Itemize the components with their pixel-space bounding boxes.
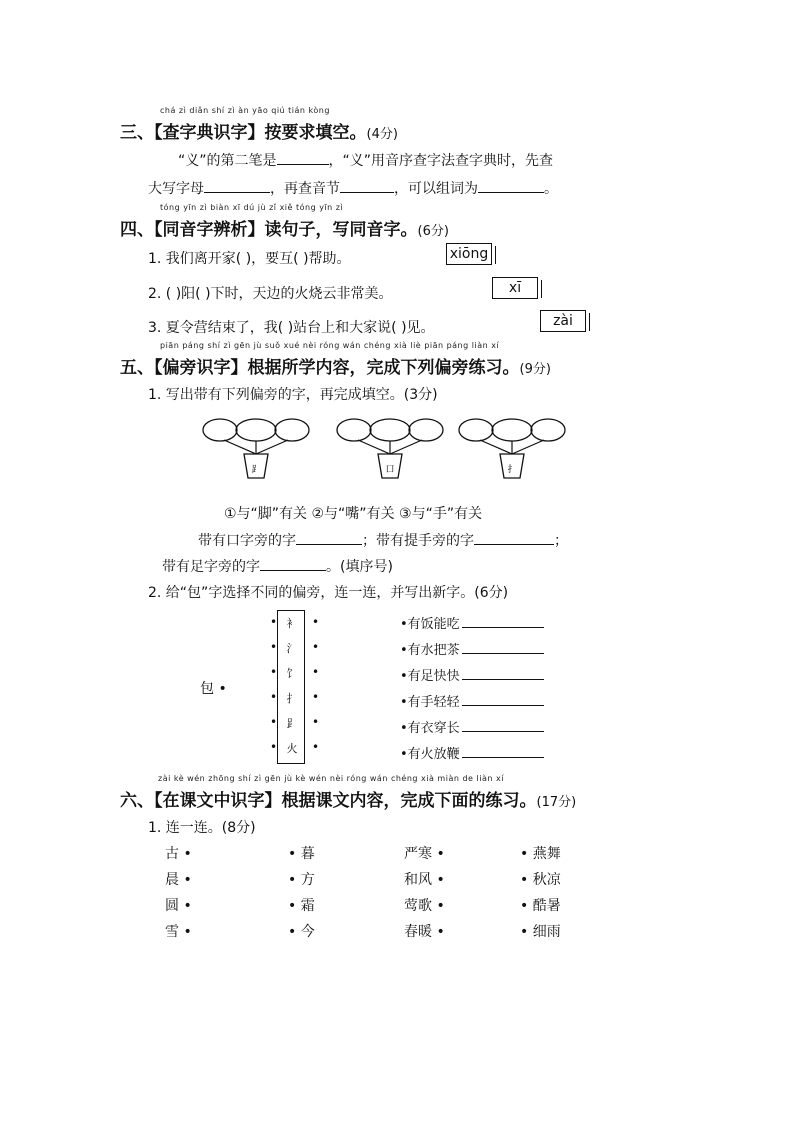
s6-col4-text-2: 秋凉	[532, 872, 561, 888]
s3-title	[120, 118, 398, 143]
s6-col2-text-1: 暮	[300, 846, 315, 862]
flower-pot-1	[200, 412, 312, 484]
s6-col4-text-4: 细雨	[532, 924, 561, 940]
s6-col3-item-2[interactable]: 和风 •	[404, 872, 445, 888]
s3-line1b: ，“义”用音序查字法查字典时，先查	[328, 153, 554, 169]
s3-score: (4分)	[366, 127, 398, 142]
radical-dot-left-4[interactable]: •	[270, 690, 278, 704]
option-2[interactable]: •有水把茶	[400, 639, 544, 658]
s6-col3-item-1[interactable]: 严寒 •	[404, 846, 445, 862]
radical-dot-left-6[interactable]: •	[270, 740, 278, 754]
s3-blank1[interactable]	[277, 150, 329, 165]
s6-title	[120, 786, 576, 811]
s4-q2-pinyin-box: xī	[492, 277, 538, 299]
radical-1: 衤	[286, 617, 298, 630]
s4-q3: 3. 夏令营结束了，我( )站台上和大家说( )见。	[148, 320, 435, 336]
flower-pot-3	[456, 412, 568, 484]
radical-dot-right-6[interactable]: •	[312, 740, 320, 754]
option-5-text: 有衣穿长	[407, 721, 460, 736]
s5-q2: 2. 给“包”字选择不同的偏旁，连一连，并写出新字。(6分)	[148, 585, 509, 601]
s5-title	[120, 353, 551, 378]
s6-col3-text-3: 莺歌	[404, 898, 432, 914]
s6-col1-text-4: 雪	[165, 924, 179, 940]
s5-blank2[interactable]	[474, 530, 554, 545]
s3-line2b: ，再查音节	[270, 181, 340, 197]
s6-col3-item-4[interactable]: 春暖 •	[404, 924, 445, 940]
s6-col4-item-4[interactable]: • 细雨	[520, 924, 561, 940]
s3-line1	[178, 150, 553, 170]
s6-col3-text-2: 和风	[404, 872, 432, 888]
s3-line2a: 大写字母	[148, 181, 204, 197]
s5-blank1[interactable]	[296, 530, 362, 545]
option-3-blank[interactable]	[462, 667, 544, 680]
pot-2-radical: 口	[385, 465, 395, 475]
s3-line2c: ，可以组词为	[394, 181, 478, 197]
s6-col3-text-1: 严寒	[404, 846, 432, 862]
option-1[interactable]: •有饭能吃	[400, 613, 544, 632]
s6-col1-text-1: 古	[165, 846, 179, 862]
s6-pinyin: zài kè wén zhōng shí zì gēn jù kè wén nèi róng wán chéng xià miàn de liàn xí	[158, 774, 504, 783]
pot-3-radical: 扌	[507, 465, 517, 475]
option-2-text: 有水把茶	[407, 643, 460, 658]
s6-col2-text-2: 方	[300, 872, 315, 888]
bao-char: 包 •	[200, 681, 227, 697]
radical-dot-right-3[interactable]: •	[312, 665, 320, 679]
s5-fill1c: ；	[554, 533, 568, 549]
s6-col3-text-4: 春暖	[404, 924, 432, 940]
s5-fill2	[162, 556, 393, 576]
s3-line2d: 。	[544, 181, 558, 197]
s5-fill1	[198, 530, 568, 550]
option-1-blank[interactable]	[462, 615, 544, 628]
radical-3: 饣	[286, 667, 298, 680]
s6-col4-item-2[interactable]: • 秋凉	[520, 872, 561, 888]
s3-blank3[interactable]	[340, 178, 394, 193]
s3-pinyin: chá zì diǎn shí zì àn yāo qiú tián kòng	[160, 106, 330, 115]
s6-col2-item-1[interactable]: • 暮	[288, 846, 315, 862]
s6-col1-item-1[interactable]: 古 •	[165, 846, 192, 862]
s6-col4-item-1[interactable]: • 燕舞	[520, 846, 561, 862]
option-1-text: 有饭能吃	[407, 617, 460, 632]
radical-dot-right-5[interactable]: •	[312, 715, 320, 729]
pot-1-radical: ⻊	[251, 465, 261, 475]
s6-col4-text-3: 酷暑	[532, 898, 561, 914]
option-2-blank[interactable]	[462, 641, 544, 654]
option-5-blank[interactable]	[462, 719, 544, 732]
s6-col1-item-4[interactable]: 雪 •	[165, 924, 192, 940]
option-4-text: 有手轻轻	[407, 695, 460, 710]
s3-blank2[interactable]	[204, 178, 270, 193]
radical-2: 氵	[286, 642, 298, 655]
s4-title	[120, 215, 449, 240]
option-6-blank[interactable]	[462, 745, 544, 758]
s5-title-text: 五、【偏旁识字】根据所学内容，完成下列偏旁练习。	[120, 358, 520, 378]
s3-line2	[148, 178, 558, 198]
radical-dot-left-5[interactable]: •	[270, 715, 278, 729]
s5-blank3[interactable]	[260, 556, 326, 571]
s3-title-text: 三、【查字典识字】按要求填空。	[120, 123, 367, 143]
radical-dot-left-2[interactable]: •	[270, 640, 278, 654]
radical-5: ⻊	[286, 717, 298, 730]
s5-fill2b: 。(填序号)	[326, 559, 393, 575]
s6-col2-item-2[interactable]: • 方	[288, 872, 315, 888]
s5-fill1a: 带有口字旁的字	[198, 533, 296, 549]
s4-q1: 1. 我们离开家( )，要互( )帮助。	[148, 251, 351, 267]
radical-dot-left-3[interactable]: •	[270, 665, 278, 679]
option-4[interactable]: •有手轻轻	[400, 691, 544, 710]
s4-title-text: 四、【同音字辨析】读句子，写同音字。	[120, 220, 418, 240]
s6-q1: 1. 连一连。(8分)	[148, 820, 256, 836]
s5-pinyin: piān páng shí zì gēn jù suǒ xué nèi róng wán chéng xià liè piān páng liàn xí	[160, 341, 500, 350]
s3-line1a: “义”的第二笔是	[178, 153, 277, 169]
s5-q1: 1. 写出带有下列偏旁的字，再完成填空。(3分)	[148, 387, 438, 403]
s5-hints: ①与“脚”有关 ②与“嘴”有关 ③与“手”有关	[224, 506, 483, 522]
option-6[interactable]: •有火放鞭	[400, 743, 544, 762]
s4-q2: 2. ( )阳( )下时，天边的火烧云非常美。	[148, 286, 393, 302]
s6-col2-item-3[interactable]: • 霜	[288, 898, 315, 914]
s6-score: (17分)	[536, 795, 577, 810]
radical-6: 火	[286, 742, 298, 755]
option-3-text: 有足快快	[407, 669, 460, 684]
s5-fill1b: ；带有提手旁的字	[362, 533, 474, 549]
s6-col1-item-3[interactable]: 圆 •	[165, 898, 192, 914]
s6-col1-text-2: 晨	[165, 872, 179, 888]
s4-q1-pinyin-box: xiōng	[446, 243, 492, 265]
bao-char-text: 包	[200, 681, 214, 697]
s6-col3-item-3[interactable]: 莺歌 •	[404, 898, 445, 914]
s6-col2-item-4[interactable]: • 今	[288, 924, 315, 940]
option-4-blank[interactable]	[462, 693, 544, 706]
flower-pot-2	[334, 412, 446, 484]
s6-title-text: 六、【在课文中识字】根据课文内容，完成下面的练习。	[120, 791, 537, 811]
s4-score: (6分)	[417, 224, 449, 239]
s5-score: (9分)	[519, 362, 551, 377]
radical-dot-right-4[interactable]: •	[312, 690, 320, 704]
s6-col4-text-1: 燕舞	[532, 846, 561, 862]
s3-blank4[interactable]	[478, 178, 544, 193]
radical-4: 扌	[286, 692, 298, 705]
s4-pinyin: tóng yīn zì biàn xī dú jù zǐ xiě tóng yīn zì	[160, 203, 344, 212]
s4-q3-pinyin-box: zài	[540, 310, 586, 332]
radical-dot-left-1[interactable]: •	[270, 615, 278, 629]
radical-dot-right-2[interactable]: •	[312, 640, 320, 654]
s6-col1-item-2[interactable]: 晨 •	[165, 872, 192, 888]
radical-dot-right-1[interactable]: •	[312, 615, 320, 629]
s6-col1-text-3: 圆	[165, 898, 179, 914]
s6-col2-text-3: 霜	[300, 898, 315, 914]
option-5[interactable]: •有衣穿长	[400, 717, 544, 736]
option-6-text: 有火放鞭	[407, 747, 460, 762]
s6-col2-text-4: 今	[300, 924, 315, 940]
s5-fill2a: 带有足字旁的字	[162, 559, 260, 575]
s6-col4-item-3[interactable]: • 酷暑	[520, 898, 561, 914]
option-3[interactable]: •有足快快	[400, 665, 544, 684]
